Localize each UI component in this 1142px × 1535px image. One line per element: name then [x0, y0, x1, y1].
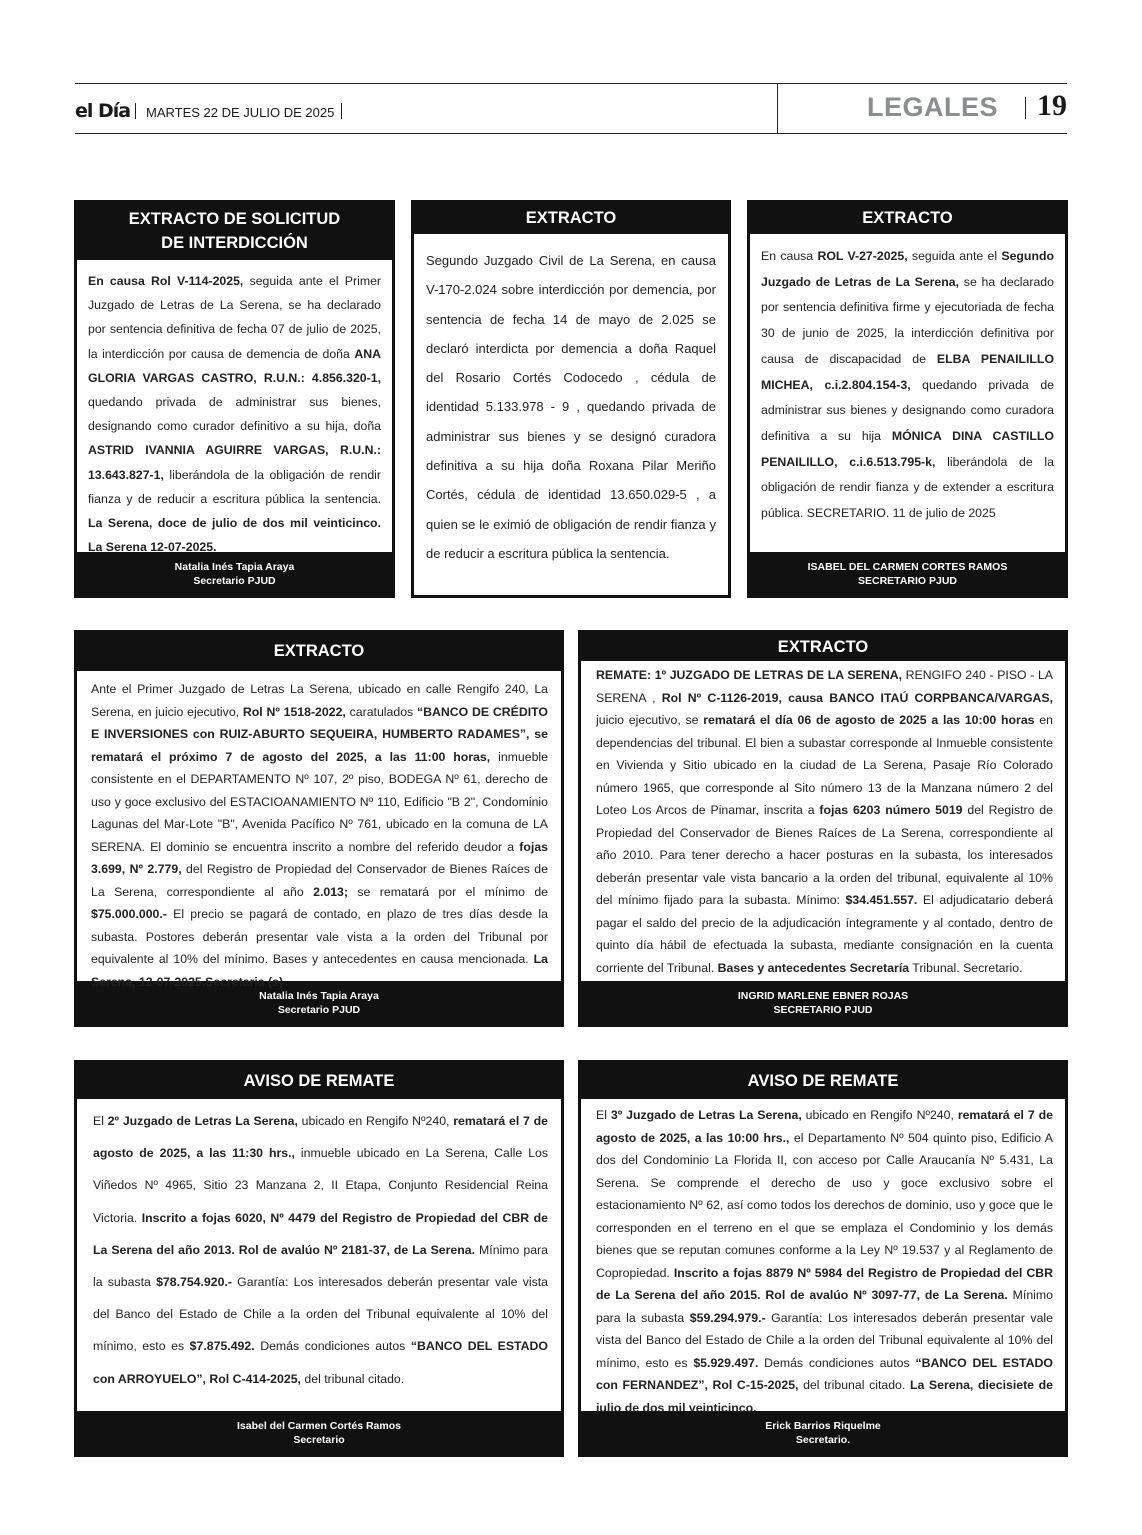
signer-title: SECRETARIO PJUD [773, 1004, 873, 1016]
header-top-rule [75, 83, 1067, 84]
notice-body [414, 234, 728, 595]
body-text: del Registro de Propiedad del Conservador de Bienes Raíces de La Serena, correspondiente al año [91, 862, 548, 899]
body-text-bold: 2º Juzgado de Letras La Serena, [107, 1114, 298, 1128]
body-text-bold: 3º Juzgado de Letras La Serena, [610, 1108, 802, 1122]
notice-title: EXTRACTO [862, 209, 953, 227]
body-text: el Departamento Nº 504 quinto piso, Edificio A dos del Condominio La Florida II, con acceso por Calle Araucanía Nº 5.431, La Serena. Se comprende el derecho de uso y goce exclusivo sobre el estacionamiento Nº 62, así como todos los derechos de dominio, uso y goce que le corresponden en el terreno en el que se emplaza el Condominio y los demás bienes que se reputan comunes conforme a la Ley Nº 19.537 y al Reglamento de Copropiedad. [596, 1130, 1053, 1280]
notice-title: EXTRACTO [525, 209, 617, 227]
notice-signature [74, 560, 395, 588]
body-text-bold: Bases y antecedentes Secretaría [717, 960, 910, 975]
notice-body [77, 1099, 561, 1411]
body-text: Garantía: Los interesados deberán presentar vale vista del Banco del Estado de Chile a la orden del Tribunal equivalente al 10% del mínimo, esto es [596, 1310, 1053, 1370]
body-text: se rematará por el mínimo de [347, 884, 549, 899]
signer-title: SECRETARIO PJUD [858, 575, 957, 587]
body-text-bold: ELBA PENAILILLO MICHEA, c.i.2.804.154-3, [761, 351, 1055, 392]
body-text: seguida ante el [907, 249, 1002, 263]
body-text: caratulados [345, 704, 417, 719]
body-text: El [596, 1108, 611, 1122]
signer-title: Secretario PJUD [193, 575, 276, 587]
body-text-bold: En causa Rol V-114-2025, [88, 274, 244, 288]
body-text: En causa [761, 249, 818, 263]
newspaper-logo: el Día [75, 100, 131, 122]
body-text-bold: “BANCO DE CRÉDITO E INVERSIONES con RUIZ-ABURTO SEQUEIRA, HUMBERTO RADAMES”, se rematará el próximo 7 de agosto del 2025, a las 11:00 horas, [91, 704, 548, 764]
notice-title [74, 200, 395, 255]
notice-body [750, 234, 1065, 552]
signer-title: Secretario. [795, 1434, 851, 1446]
notice-aviso-remate-arroyuelo [74, 1060, 564, 1457]
body-text: ubicado en Rengifo Nº240, [297, 1114, 454, 1128]
header-separator [135, 103, 136, 119]
notice-body [77, 671, 561, 989]
body-text-bold: Inscrito a fojas 8879 Nº 5984 del Registro de Propiedad del CBR de La Serena del año 2015. Rol de avalúo Nº 3097-77, de La Serena. [596, 1265, 1053, 1302]
body-text-bold: Segundo Juzgado de Letras de La Serena, [761, 249, 1054, 289]
body-text: seguida ante el Primer Juzgado de Letras de La Serena, se ha declarado por sentencia definitiva de fecha 07 de julio de 2025, la interdicción por causa de demencia de doña [88, 274, 381, 361]
body-text: quedando privada de administrar sus bienes y designando como curadora definitiva a su hija [761, 377, 1054, 443]
body-text-bold: $34.451.557. [845, 893, 918, 907]
signer-name: Natalia Inés Tapia Araya [174, 561, 295, 573]
body-text-bold: rematará el 7 de agosto de 2025, a las 10:00 hrs., [596, 1108, 1053, 1145]
signer-name: ISABEL DEL CARMEN CORTES RAMOS [807, 561, 1008, 573]
signer-name: INGRID MARLENE EBNER ROJAS [737, 990, 909, 1002]
body-text: Mínimo para la subasta [93, 1242, 548, 1290]
notice-signature [747, 560, 1068, 588]
body-text: del Registro de Propiedad del Conservador de Bienes Raíces de La Serena, correspondiente al año 2010. Para tener derecho a hacer posturas en la subasta, los interesados deberán presentar vale vista bancario a la orden del tribunal, equivalente al 10% del mínimo fijado para la subasta. Mínimo: [596, 803, 1053, 907]
body-text: El precio se pagará de contado, en plazo de tres días desde la subasta. Postores deberán presentar vale vista a la orden del Tribunal por equivalente al 10% del mínimo. Bases y antecedentes en causa mencionada. [91, 907, 548, 966]
notice-signature [578, 989, 1068, 1017]
body-text: del tribunal citado. [300, 1371, 405, 1386]
header-divider [777, 83, 778, 134]
body-text: juicio ejecutivo, se [596, 713, 704, 727]
notice-title: AVISO DE REMATE [243, 1072, 395, 1090]
notice-body [77, 260, 392, 555]
body-text-bold: ASTRID IVANNIA AGUIRRE VARGAS, R.U.N.: 13.643.827-1, [88, 443, 381, 482]
body-text-bold: $59.294.979.- [689, 1310, 766, 1325]
signer-title: Secretario PJUD [277, 1004, 361, 1016]
header-separator [341, 103, 342, 119]
signer-name: Isabel del Carmen Cortés Ramos [237, 1420, 401, 1432]
header-separator [1025, 97, 1026, 119]
body-text: Tribunal. Secretario. [909, 960, 1023, 975]
body-text-bold: ROL V-27-2025, [817, 249, 908, 263]
body-text-bold: La Serena, 12-07-2025.Secretaria (s) [91, 952, 548, 989]
notice-title: EXTRACTO [777, 638, 869, 656]
notice-signature [578, 1419, 1068, 1447]
body-text: Segundo Juzgado Civil de La Serena, en causa V-170-2.024 sobre interdicción por demencia, por sentencia de fecha 14 de mayo de 2.025 se declaró interdicta por demencia a doña Raquel del Rosario Cortés Codocedo , cédula de identidad 5.133.978 - 9 , quedando privada de administrar sus bienes y se designó curadora definitiva a su hija doña Roxana Pilar Meriño Cortés, cédula de identidad 13.650.029-5 , a quien se le eximió de obligación de rendir fianza y de reducir a escritura pública la sentencia. [426, 253, 716, 561]
notice-body [581, 661, 1065, 981]
body-text: en dependencias del tribunal. El bien a subastar corresponde al Inmueble consistente en Vivienda y Sitio ubicado en la ciudad de La Serena, Pasaje Río Colorado número 1965, que corresponde al Sito número 13 de la Manzana número 2 del Loteo Los Arcos de Pinamar, inscrita a [596, 713, 1053, 817]
page-number: 19 [1037, 89, 1067, 122]
body-text: se ha declarado por sentencia definitiva firme y ejecutoriada de fecha 30 de junio de 2025, la interdicción definitiva por causa de discapacidad de [761, 274, 1054, 366]
body-text-bold: $75.000.000.- [91, 907, 167, 921]
body-text-bold: “BANCO DEL ESTADO con FERNANDEZ”, Rol C-15-2025, [596, 1355, 1053, 1392]
body-text-bold: $7.875.492. [189, 1339, 255, 1354]
signer-title: Secretario [293, 1434, 345, 1446]
body-text: liberándola de la obligación de rendir fianza y de reducir a escritura pública la sentencia. [88, 467, 381, 506]
notice-title: AVISO DE REMATE [747, 1072, 899, 1090]
notice-extracto-interdiccion [74, 200, 395, 598]
body-text-bold: ANA GLORIA VARGAS CASTRO, R.U.N.: 4.856.320-1, [88, 346, 381, 385]
header-bottom-rule [75, 133, 1067, 134]
section-title: LEGALES [867, 92, 999, 122]
notice-title: EXTRACTO [273, 642, 365, 660]
body-text: El adjudicatario deberá pagar el saldo del precio de la adjudicación íntegramente y al contado, dentro de quinto día hábil de efectuada la subasta, mediante consignación en la cuenta corriente del Tribunal. [596, 893, 1054, 975]
body-text: El [93, 1114, 108, 1128]
body-text-bold: fojas 3.699, Nº 2.779, [91, 839, 548, 876]
body-text-bold: rematará el día 06 de agosto de 2025 a las 10:00 horas [703, 713, 1035, 727]
body-text-bold: $78.754.920.- [156, 1275, 232, 1290]
body-text: Garantía: Los interesados deberán presentar vale vista del Banco del Estado de Chile a la orden del Tribunal equivalente al 10% del mínimo, esto es [93, 1275, 548, 1354]
body-text: inmueble consistente en el DEPARTAMENTO Nº 107, 2º piso, BODEGA Nº 61, derecho de uso y goce exclusivo del ESTACIOANAMIENTO Nº 110, Edificio "B 2", Condominio Lagunas del Mar-Lote "B", Avenida Pacífico Nº 761, ubicado en la comuna de LA SERENA. El dominio se encuentra inscrito a nombre del referido deudor a [91, 749, 548, 854]
notice-extracto-remate-itau [578, 630, 1068, 1027]
body-text-bold: REMATE: 1º JUZGADO DE LETRAS DE LA SERENA, [596, 668, 902, 682]
body-text: RENGIFO 240 - PISO - LA SERENA , [596, 668, 1054, 705]
notice-extracto-rol-v27 [747, 200, 1068, 598]
body-text: quedando privada de administrar sus bienes, designando como curador definitivo a su hija, doña [88, 395, 381, 434]
body-text: Mínimo para la subasta [596, 1288, 1053, 1325]
notice-extracto-remate-bci [74, 630, 564, 1027]
body-text-bold: Rol Nº C-1126-2019, causa BANCO ITAÚ CORPBANCA/VARGAS, [661, 690, 1054, 705]
body-text: inmueble ubicado en La Serena, Calle Los Viñedos Nº 4965, Sitio 23 Manzana 2, II Etapa, Conjunto Residencial Reina Victoria. [93, 1146, 548, 1225]
notice-extracto-segundo-juzgado [411, 200, 731, 598]
notice-signature [74, 989, 564, 1017]
body-text-bold: fojas 6203 número 5019 [819, 803, 963, 817]
notice-aviso-remate-fernandez [578, 1060, 1068, 1457]
body-text-bold: La Serena, doce de julio de dos mil veinticinco. La Serena 12-07-2025. [88, 516, 381, 555]
body-text-bold: rematará el 7 de agosto de 2025, a las 11:30 hrs., [93, 1114, 548, 1161]
body-text-bold: “BANCO DEL ESTADO con ARROYUELO”, Rol C-414-2025, [93, 1339, 548, 1386]
notice-title-line: DE INTERDICCIÓN [161, 234, 308, 252]
notice-body [581, 1099, 1065, 1415]
body-text: liberándola de la obligación de rendir fianza y de extender a escritura pública. SECRETARIO. 11 de julio de 2025 [761, 454, 1054, 521]
body-text-bold: Rol Nº 1518-2022, [242, 704, 346, 719]
body-text-bold: La Serena, diecisiete de julio de dos mil veinticinco. [596, 1378, 1053, 1415]
signer-name: Erick Barrios Riquelme [765, 1420, 881, 1432]
body-text: Ante el Primer Juzgado de Letras La Serena, ubicado en calle Rengifo 240, La Serena, en juicio ejecutivo, [91, 682, 548, 719]
body-text-bold: 2.013; [313, 884, 348, 899]
signer-name: Natalia Inés Tapia Araya [259, 990, 379, 1002]
body-text-bold: MÓNICA DINA CASTILLO PENAILILLO, c.i.6.513.795-k, [761, 428, 1054, 469]
body-text: del tribunal citado. [798, 1378, 910, 1392]
body-text: ubicado en Rengifo Nº240, [801, 1108, 958, 1122]
body-text: Demás condiciones autos [758, 1355, 916, 1370]
notice-signature [74, 1419, 564, 1447]
body-text-bold: Inscrito a fojas 6020, Nº 4479 del Registro de Propiedad del CBR de La Serena del año 2013. Rol de avalúo Nº 2181-37, de La Serena. [93, 1210, 548, 1257]
notice-title-line: EXTRACTO DE SOLICITUD [128, 210, 341, 228]
body-text-bold: $5.929.497. [693, 1355, 759, 1370]
issue-date: MARTES 22 DE JULIO DE 2025 [146, 105, 335, 120]
body-text: Demás condiciones autos [254, 1339, 411, 1354]
